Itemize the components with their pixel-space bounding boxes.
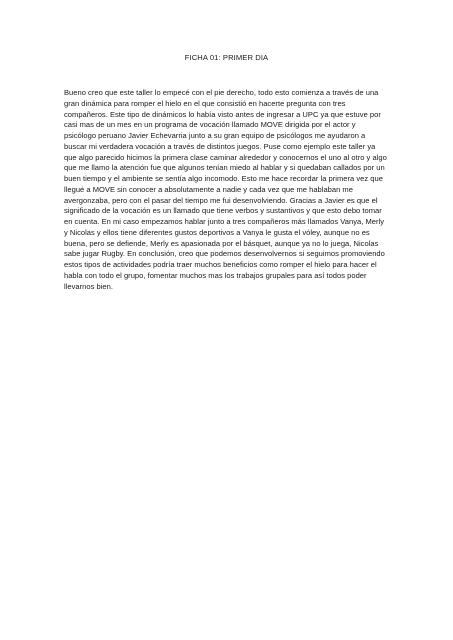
document-title: FICHA 01: PRIMER DIA [184,53,269,62]
body-paragraph: Bueno creo que este taller lo empecé con el pie derecho, todo esto comienza a través de una gran dinámica para romper el hielo en el que consistió en hacerte pregunta con tres compañeros. Este tipo de dinámicos lo había visto antes de ingresar a UPC ya que estuve por casi mas de un mes en un programa de vocación llamado MOVE dirigida por el actor y psicólogo peruano Javier Echevarria junto a su gran equipo de psicólogos me ayudaron a buscar mi verdadera vocación a través de distintos juegos. Puse como ejemplo este taller ya que algo parecido hicimos la primera clase caminar alrededor y conocernos el uno al otro y algo que me llamo la atención fue que algunos tenían miedo al hablar y si quedaban callados por un buen tiempo y el ambiente se sentía algo incomodo. Esto me hace recordar la primera vez que llegué a MOVE sin conocer a absolutamente a nadie y cada vez que me hablaban me avergonzaba, pero con el pasar del tiempo me fui desenvolviendo. Gracias a Javier es que el significado de la vocación es un llamado que tiene verbos y sustantivos y que esto debo tomar en cuenta. En mi caso empezamos hablar junto a tres compañeros más llamados Vanya, Merly y Nicolas y ellos tiene diferentes gustos deportivos a Vanya le gusta el vóley, aunque no es buena, pero se defiende, Merly es apasionada por el básquet, aunque ya no lo juega, Nicolas sabe jugar Rugby. En conclusión, creo que podemos desenvolvernos si seguimos promoviendo estos tipos de actividades podría traer muchos beneficios como romper el hielo para hacer el habla con todo el grupo, fomentar muchos mas los trabajos grupales para así todos poder llevarnos bien. [64,88,387,291]
